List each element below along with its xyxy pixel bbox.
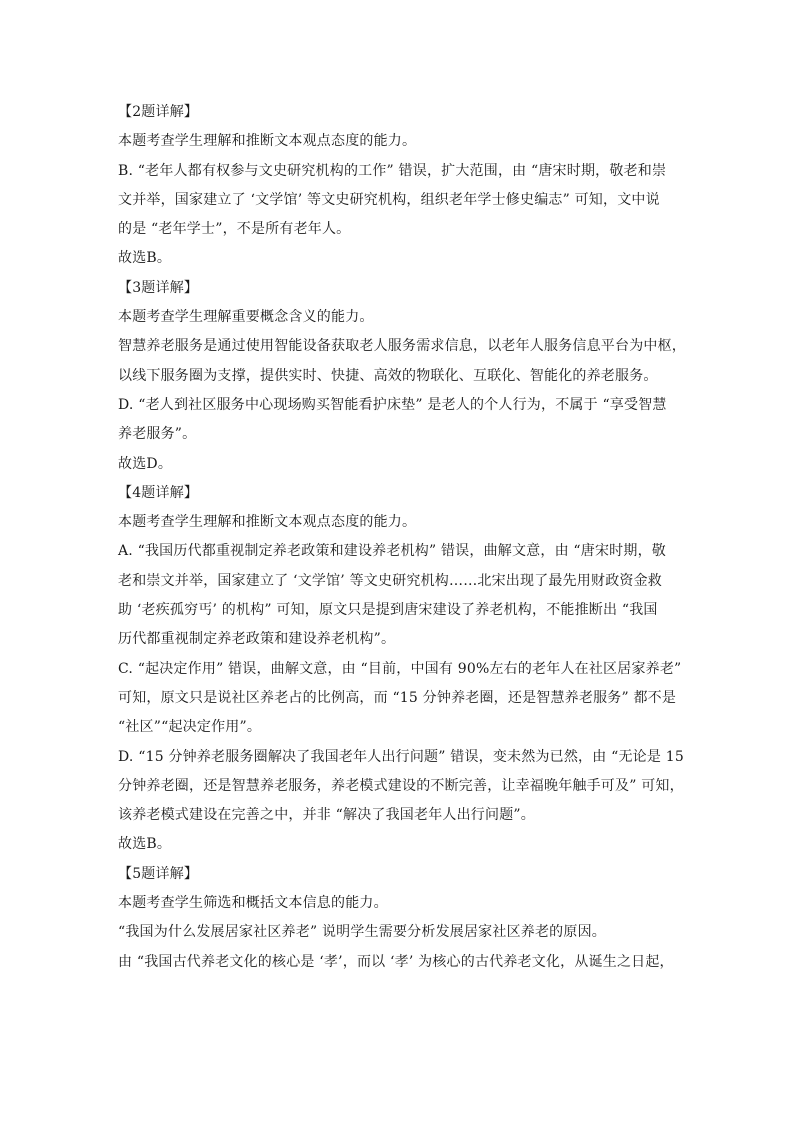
paragraph-line: 文并举，国家建立了 ‘文学馆’ 等文史研究机构，组织老年学士修史编志” 可知，文中说	[118, 191, 660, 208]
paragraph-line: 智慧养老服务是通过使用智能设备获取老人服务需求信息，以老年人服务信息平台为中枢，	[118, 338, 686, 355]
paragraph-line: 历代都重视制定养老政策和建设养老机构”。	[118, 631, 396, 648]
paragraph-line: 本题考查学生理解重要概念含义的能力。	[118, 309, 374, 326]
paragraph-line: 该养老模式建设在完善之中，并非 “解决了我国老年人出行问题”。	[118, 807, 535, 824]
paragraph-line: 以线下服务圈为支撑，提供实时、快捷、高效的物联化、互联化、智能化的养老服务。	[118, 367, 658, 384]
paragraph-line: “社区”“起决定作用”。	[118, 719, 262, 736]
section-heading-q2: 【2题详解】	[118, 104, 199, 120]
paragraph-line: 老和崇文并举，国家建立了 ‘文学馆’ 等文史研究机构……北宋出现了最先用财政资金救	[118, 572, 662, 589]
paragraph-line: 分钟养老圈，还是智慧养老服务，养老模式建设的不断完善，让幸福晚年触手可及” 可知，	[118, 777, 684, 794]
section-heading-q5: 【5题详解】	[118, 865, 199, 882]
section-heading-q3: 【3题详解】	[118, 279, 199, 296]
paragraph-line: 助 ‘老疾孤穷丐’ 的机构” 可知，原文只是提到唐宋建设了养老机构，不能推断出 “我国	[118, 602, 658, 619]
paragraph-line: A. “我国历代都重视制定养老政策和建设养老机构” 错误，曲解文意，由 “唐宋时期，敬	[118, 543, 666, 560]
answer-line: 故选D。	[118, 455, 173, 472]
section-heading-q4: 【4题详解】	[118, 484, 199, 501]
document-body	[118, 98, 688, 977]
paragraph-line: C. “起决定作用” 错误，曲解文意，由 “目前，中国有 90%左右的老年人在社区居家养老”	[118, 660, 682, 677]
paragraph-line: 由 “我国古代养老文化的核心是 ‘孝’，而以 ‘孝’ 为核心的古代养老文化，从诞生之日起，	[118, 953, 674, 970]
paragraph-line: 本题考查学生理解和推断文本观点态度的能力。	[118, 514, 417, 531]
answer-line: 故选B。	[118, 250, 172, 267]
answer-line: 故选B。	[118, 836, 172, 853]
paragraph-line: D. “15 分钟养老服务圈解决了我国老年人出行问题” 错误，变未然为已然，由 “无论是 15	[118, 748, 684, 765]
paragraph-line: 的是 “老年学士”，不是所有老年人。	[118, 221, 351, 238]
paragraph-line: 本题考查学生筛选和概括文本信息的能力。	[118, 895, 388, 912]
paragraph-line: 养老服务”。	[118, 426, 197, 443]
paragraph-line: “我国为什么发展居家社区养老” 说明学生需要分析发展居家社区养老的原因。	[118, 924, 606, 941]
paragraph-line: 可知，原文只是说社区养老占的比例高，而 “15 分钟养老圈，还是智慧养老服务” 都不是	[118, 689, 677, 706]
paragraph-line: B. “老年人都有权参与文史研究机构的工作” 错误，扩大范围，由 “唐宋时期，敬老和崇	[118, 162, 667, 179]
paragraph-line: D. “老人到社区服务中心现场购买智能看护床垫” 是老人的个人行为，不属于 “享受智慧	[118, 396, 667, 413]
paragraph-line: 本题考查学生理解和推断文本观点态度的能力。	[118, 133, 417, 150]
